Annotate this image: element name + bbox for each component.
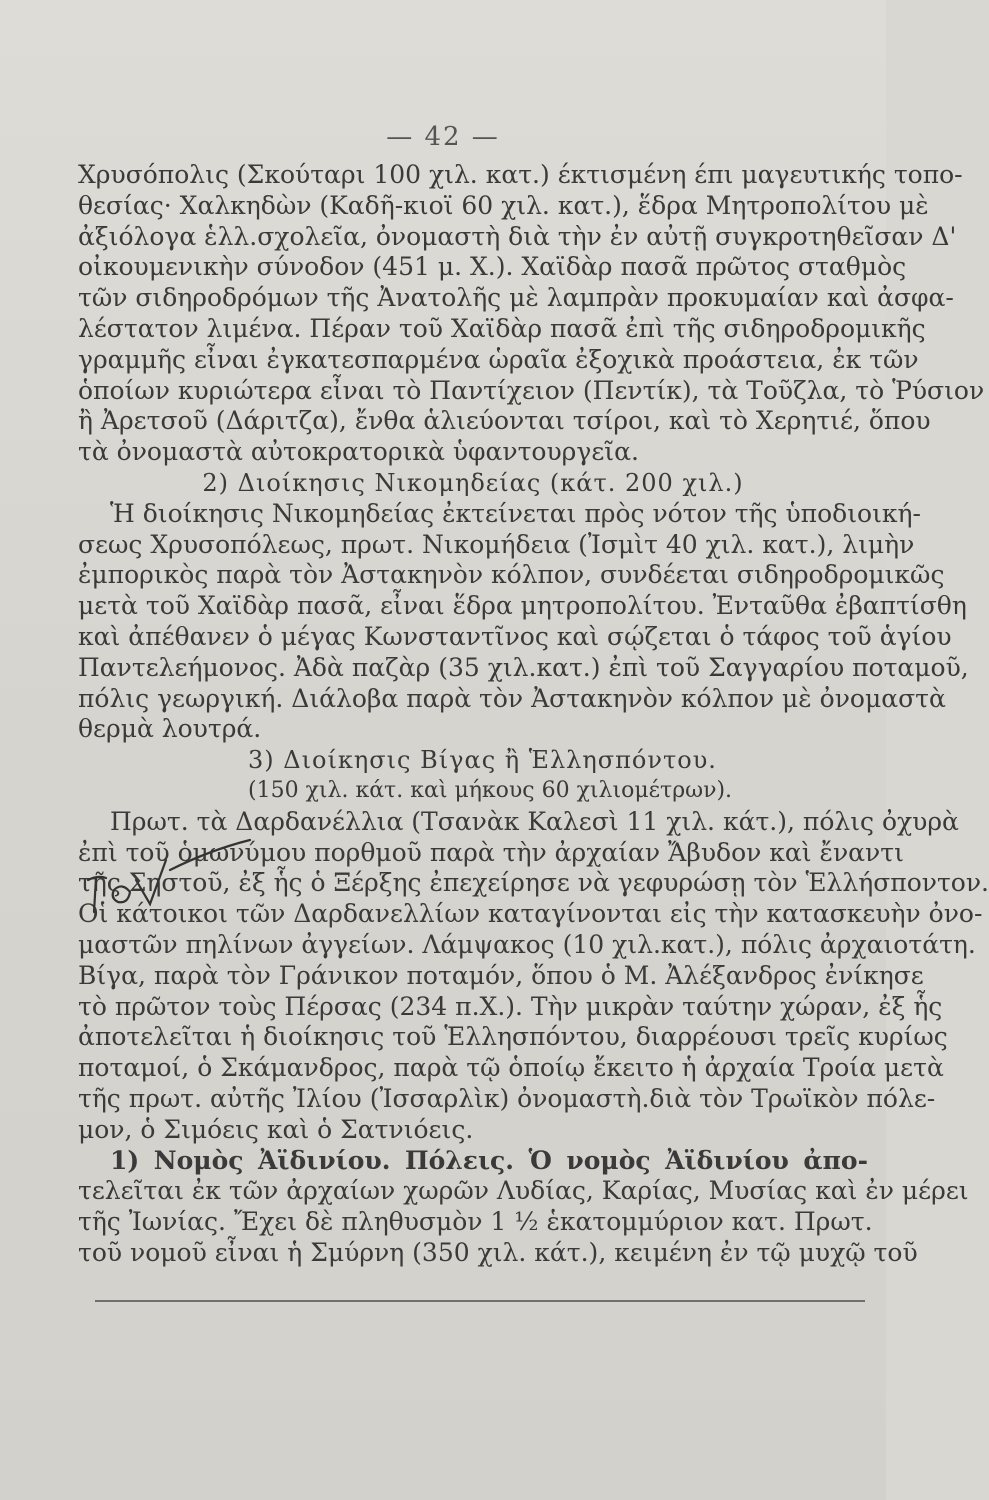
text-line: Παντελεήμονος. Ἀδὰ παζὰρ (35 χιλ.κατ.) ἐπὶ τοῦ Σαγγαρίου ποταμοῦ,	[78, 652, 969, 682]
text-line: λέστατον λιμένα. Πέραν τοῦ Χαϊδὰρ πασᾶ ἐπὶ τῆς σιδηροδρομικῆς	[78, 313, 926, 343]
text-line: μον, ὁ Σιμόεις καὶ ὁ Σατνιόεις.	[78, 1114, 474, 1144]
text-line: ἀποτελεῖται ἡ διοίκησις τοῦ Ἑλλησπόντου, διαρρέουσι τρεῖς κυρίως	[78, 1022, 948, 1052]
text-line: τῶν σιδηροδρόμων τῆς Ἀνατολῆς μὲ λαμπρὰν προκυμαίαν καὶ ἀσφα-	[78, 283, 954, 313]
text-line: τῆς Ἰωνίας. Ἔχει δὲ πληθυσμὸν 1 ½ ἑκατομμύριον κατ. Πρωτ.	[78, 1207, 873, 1237]
section-heading: 2) Διοίκησις Νικομηδείας (κάτ. 200 χιλ.)	[202, 468, 744, 497]
text-line: οἰκουμενικὴν σύνοδον (451 μ. Χ.). Χαϊδὰρ πασᾶ πρῶτος σταθμὸς	[78, 252, 907, 282]
text-line: Χρυσόπολις (Σκούταρι 100 χιλ. κατ.) έκτισμένη έπι μαγευτικής τοπο-	[78, 160, 963, 189]
text-line: ἐπὶ τοῦ ὁμωνύμου πορθμοῦ παρὰ τὴν ἀρχαίαν Ἄβυδον καὶ ἔναντι	[78, 837, 904, 867]
text-line: τελεῖται ἐκ τῶν ἀρχαίων χωρῶν Λυδίας, Καρίας, Μυσίας καὶ ἐν μέρει	[78, 1176, 969, 1206]
text-line: μετὰ τοῦ Χαϊδὰρ πασᾶ, εἶναι ἕδρα μητροπολίτου. Ἐνταῦθα ἐβαπτίσθη	[78, 591, 967, 621]
section-subheading: (150 χιλ. κάτ. καὶ μήκους 60 χιλιομέτρων).	[248, 777, 733, 803]
text-line: ἐμπορικὸς παρὰ τὸν Ἀστακηνὸν κόλπον, συνδέεται σιδηροδρομικῶς	[78, 560, 945, 590]
text-line: τῆς πρωτ. αὐτῆς Ἰλίου (Ἰσσαρλὶκ) ὀνομαστὴ.διὰ τὸν Τρωϊκὸν πόλε-	[78, 1083, 936, 1113]
text-line: ἢ Ἀρετσοῦ (Δάριτζα), ἔνθα ἁλιεύονται τσίροι, καὶ τὸ Χερητιέ, ὅπου	[78, 406, 931, 436]
text-line: θεσίας· Χαλκηδὼν (Καδῆ-κιοϊ 60 χιλ. κατ.), ἕδρα Μητροπολίτου μὲ	[78, 190, 929, 220]
section-heading: 3) Διοίκησις Βίγας ἢ Ἑλλησπόντου.	[248, 746, 717, 775]
text-line: μαστῶν πηλίνων ἀγγείων. Λάμψακος (10 χιλ.κατ.), πόλις ἀρχαιοτάτη.	[78, 929, 976, 959]
text-line: τῆς Σηστοῦ, ἐξ ἧς ὁ Ξέρξης ἐπεχείρησε νὰ γεφυρώσῃ τὸν Ἑλλήσποντον.	[78, 868, 989, 898]
text-line: τὰ ὀνομαστὰ αὐτοκρατορικὰ ὑφαντουργεῖα.	[78, 437, 639, 467]
text-line: πόλις γεωργική. Διάλοβα παρὰ τὸν Ἀστακηνὸν κόλπον μὲ ὀνομαστὰ	[78, 683, 946, 713]
handwritten-underline	[95, 1300, 865, 1302]
handwritten-signature-mark	[70, 820, 310, 930]
text-line: Ἡ διοίκησις Νικομηδείας ἐκτείνεται πρὸς νότον τῆς ὑποδιοική-	[110, 498, 921, 528]
text-line: Οἱ κάτοικοι τῶν Δαρδανελλίων καταγίνονται εἰς τὴν κατασκευὴν ὀνο-	[78, 899, 983, 929]
body-text	[78, 160, 989, 1269]
text-line: γραμμῆς εἶναι ἐγκατεσπαρμένα ὡραῖα ἐξοχικὰ προάστεια, ἐκ τῶν	[78, 344, 919, 374]
text-line: Πρωτ. τὰ Δαρδανέλλια (Τσανὰκ Καλεσὶ 11 χιλ. κάτ.), πόλις ὀχυρὰ	[110, 806, 959, 836]
text-line: σεως Χρυσοπόλεως, πρωτ. Νικομήδεια (Ἰσμὶτ 40 χιλ. κατ.), λιμὴν	[78, 529, 915, 559]
text-line: τοῦ νομοῦ εἶναι ἡ Σμύρνη (350 χιλ. κάτ.), κειμένη ἐν τῷ μυχῷ τοῦ	[78, 1237, 918, 1267]
text-line: καὶ ἀπέθανεν ὁ μέγας Κωνσταντῖνος καὶ σῴζεται ὁ τάφος τοῦ ἁγίου	[78, 621, 952, 651]
section-heading: 1) Νομὸς Ἀϊδινίου. Πόλεις. Ὁ νομὸς Ἀϊδινίου ἀπο-	[110, 1145, 868, 1175]
text-line: θερμὰ λουτρά.	[78, 714, 262, 744]
text-line: ποταμοί, ὁ Σκάμανδρος, παρὰ τῷ ὁποίῳ ἔκειτο ἡ ἀρχαία Τροία μετὰ	[78, 1053, 944, 1083]
page-number: — 42 —	[386, 122, 500, 152]
text-line: ὁποίων κυριώτερα εἶναι τὸ Παντίχειον (Πεντίκ), τὰ Τοῦζλα, τὸ Ῥύσιον	[78, 375, 985, 405]
text-line: Βίγα, παρὰ τὸν Γράνικον ποταμόν, ὅπου ὁ Μ. Ἀλέξανδρος ἐνίκησε	[78, 960, 924, 990]
text-line: ἀξιόλογα ἑλλ.σχολεῖα, ὀνομαστὴ διὰ τὴν ἐν αὐτῇ συγκροτηθεῖσαν Δ'	[78, 221, 957, 251]
text-line: τὸ πρῶτον τοὺς Πέρσας (234 π.Χ.). Τὴν μικρὰν ταύτην χώραν, ἐξ ἧς	[78, 991, 943, 1021]
